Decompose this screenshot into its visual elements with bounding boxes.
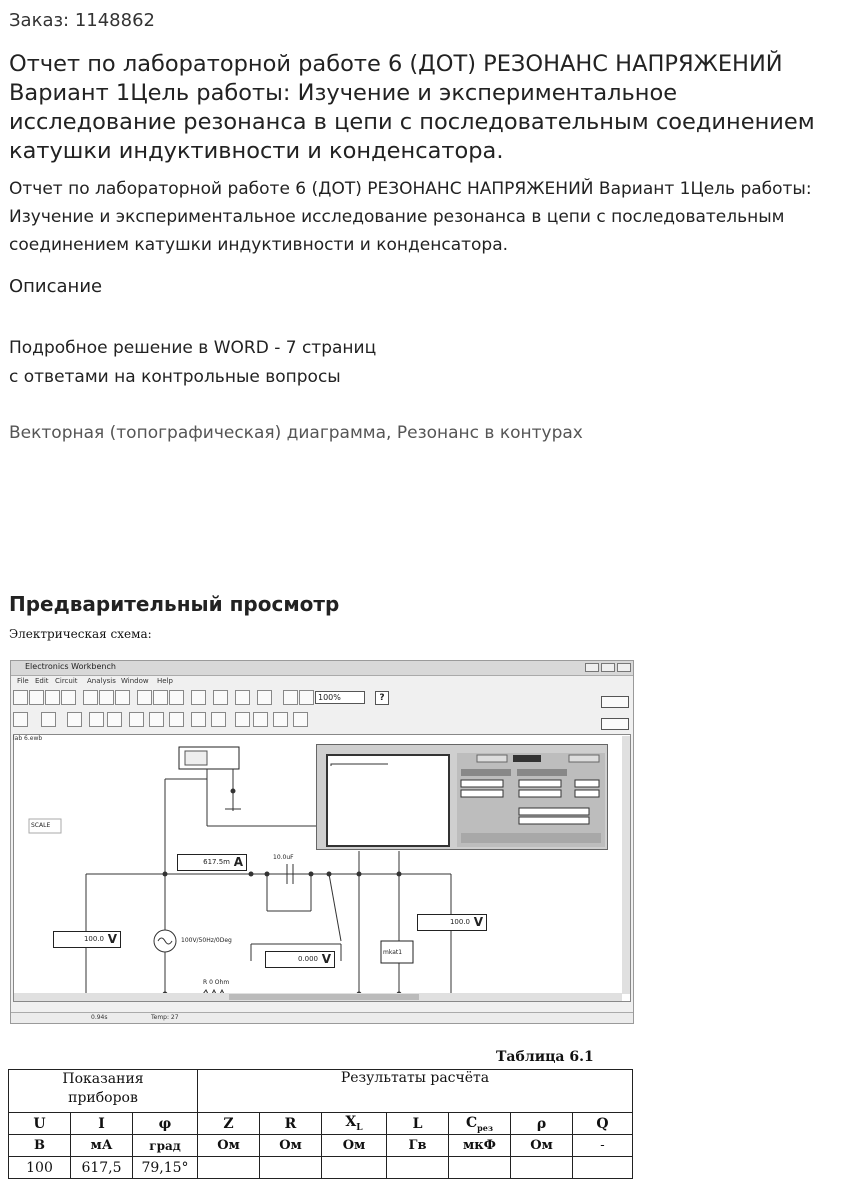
scale-tag: SCALE [31, 822, 51, 829]
group-measured [9, 1070, 198, 1113]
capacitor-label: 10.0uF [273, 854, 294, 861]
sim-statusbar [11, 1012, 633, 1023]
preview-heading: Предварительный просмотр [9, 592, 340, 616]
unit-cell: Ом [260, 1135, 322, 1157]
menu-edit: Edit [35, 677, 49, 685]
symbol-cell [449, 1113, 511, 1135]
group-computed [198, 1070, 633, 1113]
tag-list [9, 423, 583, 443]
status-time: 0.94s [91, 1014, 108, 1021]
value-cell [322, 1157, 387, 1179]
symbol-sub: L [356, 1122, 363, 1133]
tag-link[interactable]: Векторная (топографическая) диаграмма [9, 423, 387, 443]
voltmeter-right-unit: V [473, 915, 483, 929]
unit-cell: Ом [511, 1135, 573, 1157]
value-cell: 617,5 [71, 1157, 133, 1179]
voltmeter-mid [265, 951, 335, 968]
voltmeter-left-unit: V [107, 932, 117, 946]
symbol-cell: φ [133, 1113, 198, 1135]
tag-link[interactable]: Резонанс в контурах [396, 423, 583, 443]
voltmeter-right [417, 914, 487, 931]
canvas-vertical-scrollbar [622, 736, 630, 994]
group-measured-label: Показания приборов [62, 1071, 144, 1106]
voltmeter-mid-value: 0.000 [297, 955, 318, 963]
summary-text: Отчет по лабораторной работе 6 (ДОТ) РЕЗОНАНС НАПРЯЖЕНИЙ Вариант 1Цель работы: Изучение и экспериментальное исследование резонанса в цепи с последовательным соединением катушки индуктивности и конденсатора. [9, 179, 812, 255]
symbol-cell: U [9, 1113, 71, 1135]
table-caption: Таблица 6.1 [496, 1049, 594, 1065]
symbol-cell: Z [198, 1113, 260, 1135]
tag-separator: , [386, 423, 397, 443]
canvas-title: lab 6.ewb [13, 735, 43, 742]
sim-window-title: Electronics Workbench [25, 662, 116, 671]
value-cell [449, 1157, 511, 1179]
zoom-select: 100% [315, 691, 365, 704]
unit-cell: - [573, 1135, 633, 1157]
oscilloscope-trace [328, 756, 448, 845]
unit-cell: мкФ [449, 1135, 511, 1157]
value-cell: 100 [9, 1157, 71, 1179]
symbol-main: X [345, 1114, 357, 1131]
canvas-horizontal-scrollbar [14, 993, 622, 1001]
description-line-2: с ответами на контрольные вопросы [9, 367, 341, 387]
inductor-label: mkat1 [383, 949, 403, 956]
symbol-cell [322, 1113, 387, 1135]
voltmeter-left-value: 100.0 [83, 935, 104, 943]
unit-cell: град [133, 1135, 198, 1157]
description-line-1: Подробное решение в WORD - 7 страниц [9, 338, 377, 358]
table-group-row [9, 1070, 633, 1113]
ammeter-value: 617.5m [203, 858, 230, 866]
ammeter [177, 854, 247, 871]
menu-help: Help [157, 677, 173, 685]
unit-cell: Гв [387, 1135, 449, 1157]
menu-circuit: Circuit [55, 677, 78, 685]
table-symbol-row [9, 1113, 633, 1135]
voltmeter-right-value: 100.0 [449, 918, 470, 926]
voltmeter-mid-unit: V [321, 952, 331, 966]
schema-label: Электрическая схема: [9, 627, 152, 641]
symbol-sub: рез [477, 1122, 493, 1133]
value-cell [511, 1157, 573, 1179]
status-temp: Temp: 27 [151, 1014, 179, 1021]
circuit-screenshot [10, 660, 634, 1024]
value-cell [387, 1157, 449, 1179]
unit-cell: Ом [198, 1135, 260, 1157]
voltmeter-left [53, 931, 121, 948]
symbol-cell: Q [573, 1113, 633, 1135]
oscilloscope-control-shapes [457, 753, 605, 847]
menu-analysis: Analysis [87, 677, 116, 685]
table-units-row [9, 1135, 633, 1157]
menu-window: Window [121, 677, 149, 685]
oscilloscope-window [316, 744, 608, 850]
menu-file: File [17, 677, 29, 685]
symbol-cell: R [260, 1113, 322, 1135]
help-icon: ? [375, 691, 389, 705]
results-table [8, 1069, 633, 1179]
oscilloscope-controls [457, 753, 605, 847]
unit-cell: В [9, 1135, 71, 1157]
symbol-main: C [466, 1114, 478, 1131]
resistor-label: R 0 Ohm [203, 979, 230, 986]
value-cell [573, 1157, 633, 1179]
value-cell [260, 1157, 322, 1179]
description-heading: Описание [9, 276, 103, 297]
group-computed-label: Результаты расчёта [340, 1070, 490, 1086]
order-number: Заказ: 1148862 [9, 10, 155, 31]
symbol-cell: I [71, 1113, 133, 1135]
value-cell: 79,15° [133, 1157, 198, 1179]
oscilloscope-screen [326, 754, 450, 847]
scrollbar-thumb [229, 994, 419, 1000]
symbol-cell: ρ [511, 1113, 573, 1135]
value-cell [198, 1157, 260, 1179]
unit-cell: Ом [322, 1135, 387, 1157]
table-values-row [9, 1157, 633, 1179]
ammeter-unit: A [233, 855, 243, 869]
symbol-cell: L [387, 1113, 449, 1135]
page-title: Отчет по лабораторной работе 6 (ДОТ) РЕЗОНАНС НАПРЯЖЕНИЙ Вариант 1Цель работы: Изучение и экспериментальное исследование резонанса в цепи с последовательным соединением катушки индуктивности и конденсатора. [9, 51, 815, 164]
source-label: 100V/50Hz/0Deg [181, 937, 232, 944]
unit-cell: мА [71, 1135, 133, 1157]
